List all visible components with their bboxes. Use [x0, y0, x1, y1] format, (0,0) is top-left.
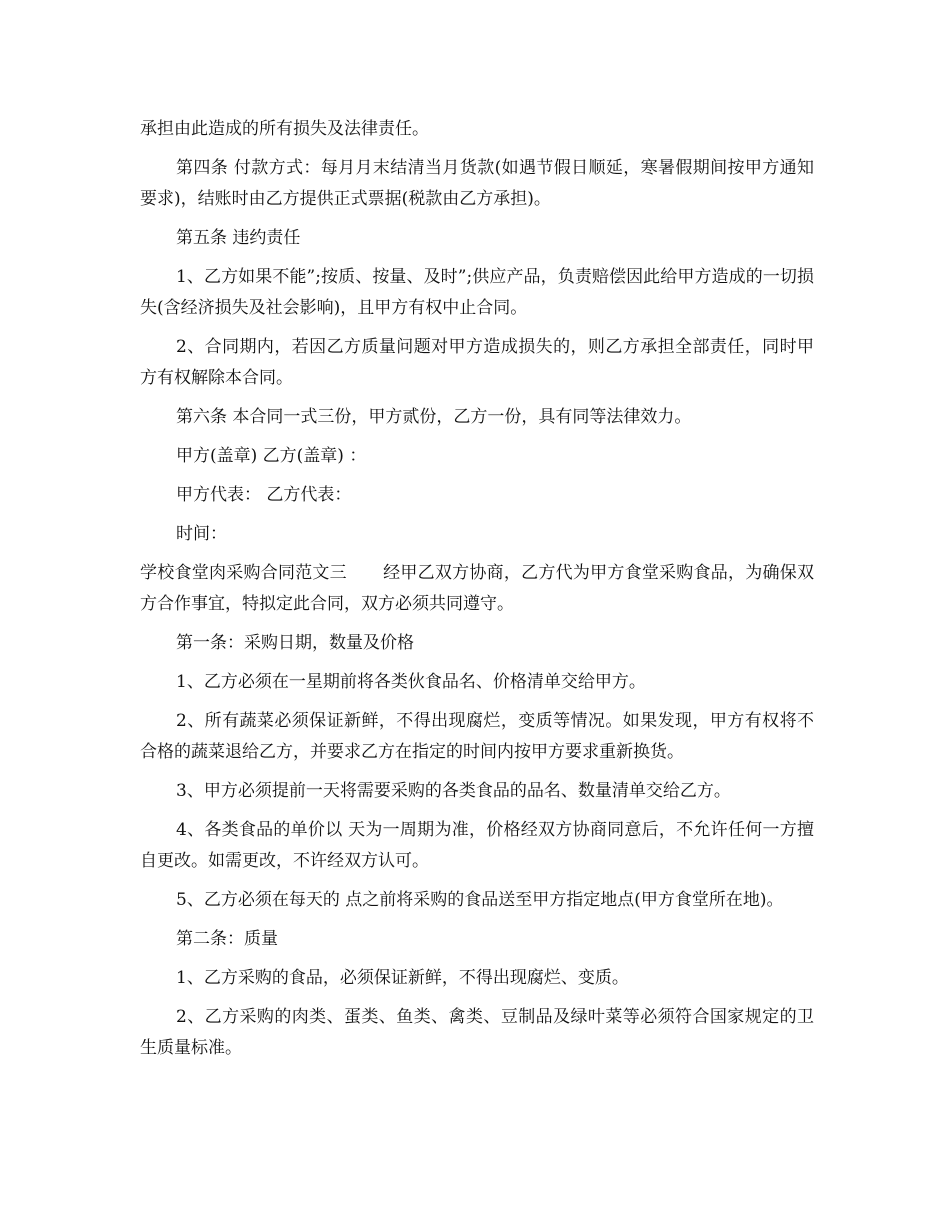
paragraph-article-1-item-2: 2、所有蔬菜必须保证新鲜，不得出现腐烂，变质等情况。如果发现，甲方有权将不合格的蔬菜退给乙方，并要求乙方在指定的时间内按甲方要求重新换货。	[140, 711, 814, 762]
signature-representative-line: 甲方代表： 乙方代表：	[176, 485, 352, 505]
section-three-paragraph	[140, 558, 814, 620]
paragraph-liability-tail: 承担由此造成的所有损失及法律责任。	[140, 119, 429, 139]
paragraph-article-2-item-1: 1、乙方采购的食品，必须保证新鲜，不得出现腐烂、变质。	[176, 968, 629, 988]
paragraph-breach-item-1: 1、乙方如果不能”;按质、按量、及时”;供应产品，负责赔偿因此给甲方造成的一切损失(含经济损失及社会影响)，且甲方有权中止合同。	[140, 267, 814, 318]
signature-seal-line: 甲方(盖章) 乙方(盖章) ：	[176, 446, 367, 466]
paragraph-article-1-item-4: 4、各类食品的单价以 天为一周期为准，价格经双方协商同意后，不允许任何一方擅自更改。如需更改，不许经双方认可。	[140, 820, 814, 871]
heading-article-1: 第一条：采购日期，数量及价格	[176, 633, 414, 653]
heading-article-2: 第二条：质量	[176, 929, 278, 949]
paragraph-payment-terms: 第四条 付款方式：每月月末结清当月货款(如遇节假日顺延，寒暑假期间按甲方通知要求)，结账时由乙方提供正式票据(税款由乙方承担)。	[140, 158, 814, 209]
paragraph-copies: 第六条 本合同一式三份，甲方贰份，乙方一份，具有同等法律效力。	[176, 407, 692, 427]
paragraph-article-1-item-1: 1、乙方必须在一星期前将各类伙食品名、价格清单交给甲方。	[176, 672, 646, 692]
document-body	[140, 114, 814, 1072]
section-three-intro: 经甲乙双方协商，乙方代为甲方食堂采购食品，为确保双方合作事宜，特拟定此合同，双方必须共同遵守。	[140, 563, 815, 614]
paragraph-article-2-item-2: 2、乙方采购的肉类、蛋类、鱼类、禽类、豆制品及绿叶菜等必须符合国家规定的卫生质量标准。	[140, 1007, 814, 1058]
paragraph-breach-item-2: 2、合同期内，若因乙方质量问题对甲方造成损失的，则乙方承担全部责任，同时甲方有权解除本合同。	[140, 337, 814, 388]
signature-date-line: 时间：	[176, 524, 227, 544]
heading-breach-liability: 第五条 违约责任	[176, 228, 301, 248]
paragraph-article-1-item-5: 5、乙方必须在每天的 点之前将采购的食品送至甲方指定地点(甲方食堂所在地)。	[176, 890, 784, 910]
paragraph-article-1-item-3: 3、甲方必须提前一天将需要采购的各类食品的品名、数量清单交给乙方。	[176, 781, 731, 801]
section-three-heading: 学校食堂肉采购合同范文三	[140, 563, 347, 583]
